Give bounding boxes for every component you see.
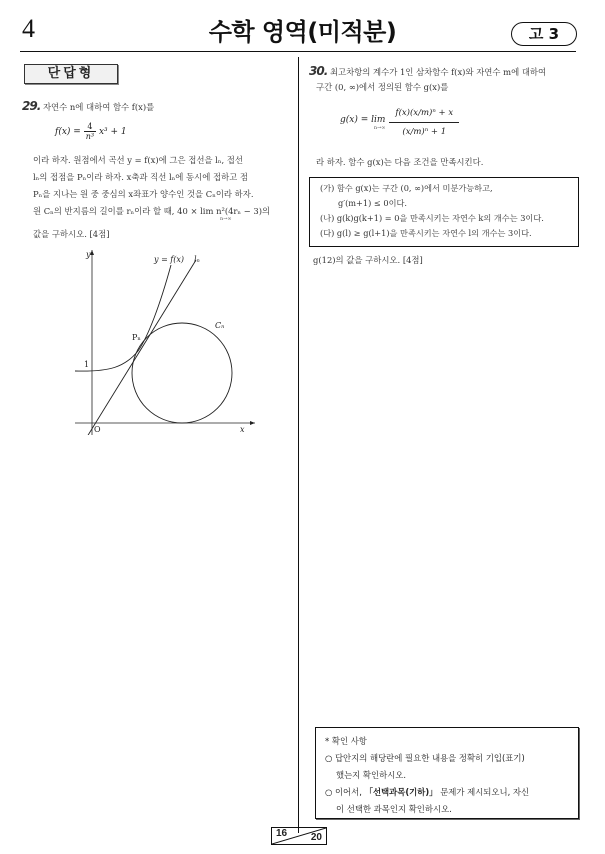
curve-label: y = f(x) bbox=[154, 255, 185, 264]
q29-lim-subscript: n→∞ bbox=[220, 216, 232, 222]
page-title: 수학 영역(미적분) bbox=[208, 18, 397, 46]
condition-na: (나) g(k)g(k+1) = 0을 만족시키는 자연수 k의 개수는 3이다. bbox=[320, 213, 544, 223]
check-item-2-subject: 「선택과목(기하)」 bbox=[364, 787, 438, 797]
q29-body-line-3: Pₙ을 지나는 원 중 중심의 x좌표가 양수인 것을 Cₙ이라 하자. bbox=[33, 189, 254, 199]
q30-formula-num: f(x)(x/m)ⁿ + x bbox=[389, 104, 459, 123]
section-label: 단답형 bbox=[24, 64, 118, 84]
current-page: 16 bbox=[276, 828, 288, 839]
q30-question: g(12)의 값을 구하시오. [4점] bbox=[313, 255, 423, 265]
column-divider bbox=[298, 57, 299, 833]
check-item-2-line-2: 이 선택한 과목인지 확인하시오. bbox=[336, 804, 452, 814]
q29-figure bbox=[70, 245, 260, 435]
condition-ga-line-2: g′(m+1) ≤ 0이다. bbox=[338, 198, 408, 208]
total-pages: 20 bbox=[310, 832, 322, 843]
page-counter bbox=[271, 827, 327, 845]
figure-graph bbox=[70, 245, 260, 435]
check-item-2-prefix: ○ 이어서, bbox=[325, 787, 365, 797]
point-label: Pₙ bbox=[132, 333, 141, 342]
q30-intro-1: 최고차항의 계수가 1인 삼차함수 f(x)와 자연수 m에 대하여 bbox=[329, 67, 547, 77]
circle-label: Cₙ bbox=[215, 321, 225, 330]
q29-intro: 자연수 n에 대하여 함수 f(x)를 bbox=[42, 102, 155, 112]
check-item-1-line-2: 했는지 확인하시오. bbox=[336, 770, 407, 780]
q29-body-line-1: 이라 하자. 원점에서 곡선 y = f(x)에 그은 접선을 lₙ, 접선 bbox=[33, 155, 243, 165]
q30-number: 30. bbox=[309, 64, 328, 78]
q29-body-line-2: lₙ의 접점을 Pₙ이라 하자. x축과 직선 lₙ에 동시에 접하고 점 bbox=[33, 172, 249, 182]
check-item-2-suffix: 문제가 제시되오니, 자신 bbox=[437, 787, 530, 797]
x-axis-label: x bbox=[240, 425, 245, 434]
check-notice-title: * 확인 사항 bbox=[325, 736, 367, 746]
q30-condition-box bbox=[309, 177, 579, 247]
q29-number: 29. bbox=[22, 99, 41, 113]
q30-lim bbox=[340, 115, 385, 131]
check-item-1-line-1: ○ 답안지의 해당란에 필요한 내용을 정확히 기입(표기) bbox=[325, 753, 525, 763]
q30-intro-line-2: 구간 (0, ∞)에서 정의된 함수 g(x)를 bbox=[316, 82, 449, 92]
grade-badge: 고 3 bbox=[511, 22, 577, 46]
q30-formula-fraction bbox=[389, 104, 459, 141]
q29-body-line-5: 값을 구하시오. [4점] bbox=[33, 229, 110, 239]
condition-ga-line-1: (가) 함수 g(x)는 구간 (0, ∞)에서 미분가능하고, bbox=[320, 183, 493, 193]
q30-formula-lhs: g(x) = lim bbox=[340, 114, 386, 125]
q29-body-line-4: 원 Cₙ의 반지름의 길이를 rₙ이라 할 때, 40 × lim n²(4rₙ − 3)의 bbox=[33, 206, 271, 216]
y-intercept-label: 1 bbox=[84, 360, 90, 369]
tangent-label: lₙ bbox=[194, 255, 200, 264]
q30-formula-den: (x/m)ⁿ + 1 bbox=[402, 127, 447, 137]
q30-formula bbox=[340, 104, 459, 141]
q29-frac-num: 4 bbox=[84, 122, 96, 132]
header-divider bbox=[20, 51, 576, 52]
q30-lim-subscript: n→∞ bbox=[373, 124, 386, 131]
check-notice-box bbox=[315, 727, 579, 819]
q29-formula bbox=[55, 122, 127, 141]
q29-frac-den: n³ bbox=[85, 132, 95, 141]
condition-da: (다) g(l) ≥ g(l+1)을 만족시키는 자연수 l의 개수는 3이다. bbox=[320, 228, 532, 238]
check-item-2-line-1 bbox=[325, 784, 529, 801]
origin-label: O bbox=[94, 425, 101, 434]
q29-formula-rhs: x³ + 1 bbox=[98, 127, 127, 137]
q29-formula-fraction bbox=[84, 122, 96, 141]
q30-after-formula: 라 하자. 함수 g(x)는 다음 조건을 만족시킨다. bbox=[316, 157, 484, 167]
page-number: 4 bbox=[22, 14, 35, 43]
q29-formula-lhs: f(x) = bbox=[55, 127, 81, 137]
q29-intro-line bbox=[22, 98, 154, 116]
y-axis-label: y bbox=[86, 250, 91, 259]
